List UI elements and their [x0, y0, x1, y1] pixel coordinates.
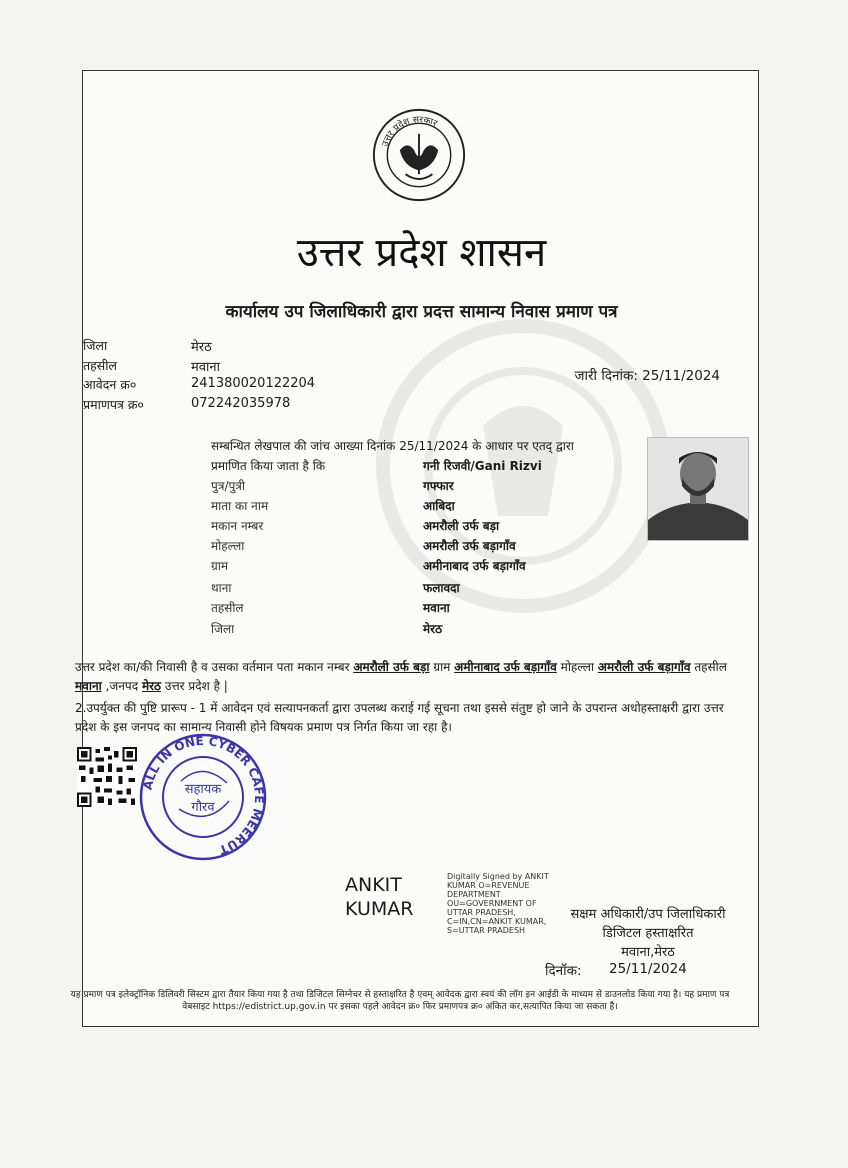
cyber-cafe-stamp	[137, 731, 269, 863]
svg-text:उत्तर प्रदेश सरकार: उत्तर प्रदेश सरकार	[380, 115, 439, 148]
application-label: आवेदन क्र०	[83, 377, 137, 392]
district-inline-value: मेरठ	[141, 679, 161, 693]
footer-note: यह प्रमाण पत्र इलेक्ट्रॉनिक डिलिवरी सिस्टम द्वारा तैयार किया गया है तथा डिजिटल सिग्नेचर से हस्ताक्षरित है एवम् आवेदक द्वारा स्वयं की लॉग इन आईडी के माध्यम से डाउनलोड किया गया है। यह प्रमाण पत्र वेबसाइट https://edistrict.up.gov.in पर इसका पहले आवेदन क्र० फिर प्रमाणपत्र क्र० अंकित कर,सत्यापित किया जा सकता है।	[70, 990, 730, 1012]
field-value: मेरठ	[423, 622, 443, 636]
field-value: अमरौली उर्फ बड़ागाँव	[423, 539, 516, 553]
tehsil-label: तहसील	[83, 358, 117, 373]
certificate-label: प्रमाणपत्र क्र०	[83, 397, 144, 412]
field-label: मोहल्ला	[211, 539, 245, 553]
authority-location: मवाना,मेरठ	[621, 945, 675, 960]
tehsil-value: मवाना	[191, 360, 220, 375]
qr-code[interactable]	[77, 747, 137, 807]
field-label: जिला	[211, 622, 235, 636]
field-label: माता का नाम	[211, 499, 269, 513]
house-number-value: अमरौली उर्फ बड़ा	[353, 660, 430, 674]
field-label: पुत्र/पुत्री	[211, 479, 246, 493]
application-number: 241380020122204	[191, 376, 316, 391]
field-value: गफ्फार	[423, 479, 454, 493]
digital-signature-details: Digitally Signed by ANKIT KUMAR O=REVENUE DEPARTMENT OU=GOVERNMENT OF UTTAR PRADESH, C=IN,CN=ANKIT KUMAR, S=UTTAR PRADESH	[447, 872, 549, 935]
sign-date-label: दिनॉक:	[545, 963, 582, 979]
applicant-name: गनी रिजवी/Gani Rizvi	[423, 459, 542, 473]
svg-text:ALL IN ONE CYBER CAFE MEERUT: ALL IN ONE CYBER CAFE MEERUT	[140, 733, 267, 858]
field-label: तहसील	[211, 601, 244, 615]
field-value: मवाना	[423, 601, 450, 615]
digital-signed-label: डिजिटल हस्ताक्षरित	[602, 926, 694, 941]
district-value: मेरठ	[191, 340, 212, 355]
intro-line-2: प्रमाणित किया जाता है कि	[211, 459, 326, 473]
intro-line-1: सम्बन्धित लेखपाल की जांच आख्या दिनांक 25/11/2024 के आधार पर एतद् द्वारा	[211, 439, 574, 453]
field-label: थाना	[211, 581, 232, 595]
svg-text:गौरव: गौरव	[191, 800, 215, 815]
tehsil-inline-value: मवाना	[75, 679, 102, 693]
svg-text:सहायक: सहायक	[184, 782, 222, 797]
issue-date: जारी दिनांक: 25/11/2024	[574, 368, 720, 384]
applicant-photo	[647, 437, 749, 541]
verification-statement: 2.उपर्युक्त की पुष्टि प्रारूप - 1 में आवेदन एवं सत्यापनकर्ता द्वारा उपलब्ध कराई गई सूचना तथा इससे संतुष्ट हो जाने के उपरान्त अधोहस्ताक्षरी द्वारा उत्तर प्रदेश के इस जनपद का सामान्य निवासी होने विषयक प्रमाण पत्र निर्गत किया जा रहा है।	[75, 701, 724, 734]
certificate-number: 072242035978	[191, 396, 291, 411]
village-value: अमीनाबाद उर्फ बड़ागाँव	[454, 660, 557, 674]
sign-date: 25/11/2024	[609, 961, 687, 977]
certificate-sheet	[70, 70, 759, 1027]
district-label: जिला	[83, 338, 108, 353]
up-government-emblem-icon	[371, 107, 467, 203]
field-value: अमरौली उर्फ बड़ा	[423, 519, 500, 533]
field-label: मकान नम्बर	[211, 519, 264, 533]
residence-statement: उत्तर प्रदेश का/की निवासी है व उसका वर्तमान पता मकान नम्बर अमरौली उर्फ बड़ा ग्राम अमीनाबाद उर्फ बड़ागाँव मोहल्ला अमरौली उर्फ बड़ागाँव तहसील मवाना ,जनपद मेरठ उत्तर प्रदेश है |	[75, 660, 727, 693]
field-value: फलावदा	[423, 581, 460, 595]
field-value: अमीनाबाद उर्फ बड़ागाँव	[423, 559, 526, 573]
government-title: उत्तर प्रदेश शासन	[296, 230, 547, 276]
authority-title: सक्षम अधिकारी/उप जिलाधिकारी	[570, 907, 726, 922]
mohalla-value: अमरौली उर्फ बड़ागाँव	[597, 660, 691, 674]
office-title: कार्यालय उप जिलाधिकारी द्वारा प्रदत्त सामान्य निवास प्रमाण पत्र	[225, 302, 618, 322]
field-value: आबिदा	[423, 499, 455, 513]
signer-name: ANKIT KUMAR	[345, 874, 414, 920]
field-label: ग्राम	[211, 559, 229, 573]
